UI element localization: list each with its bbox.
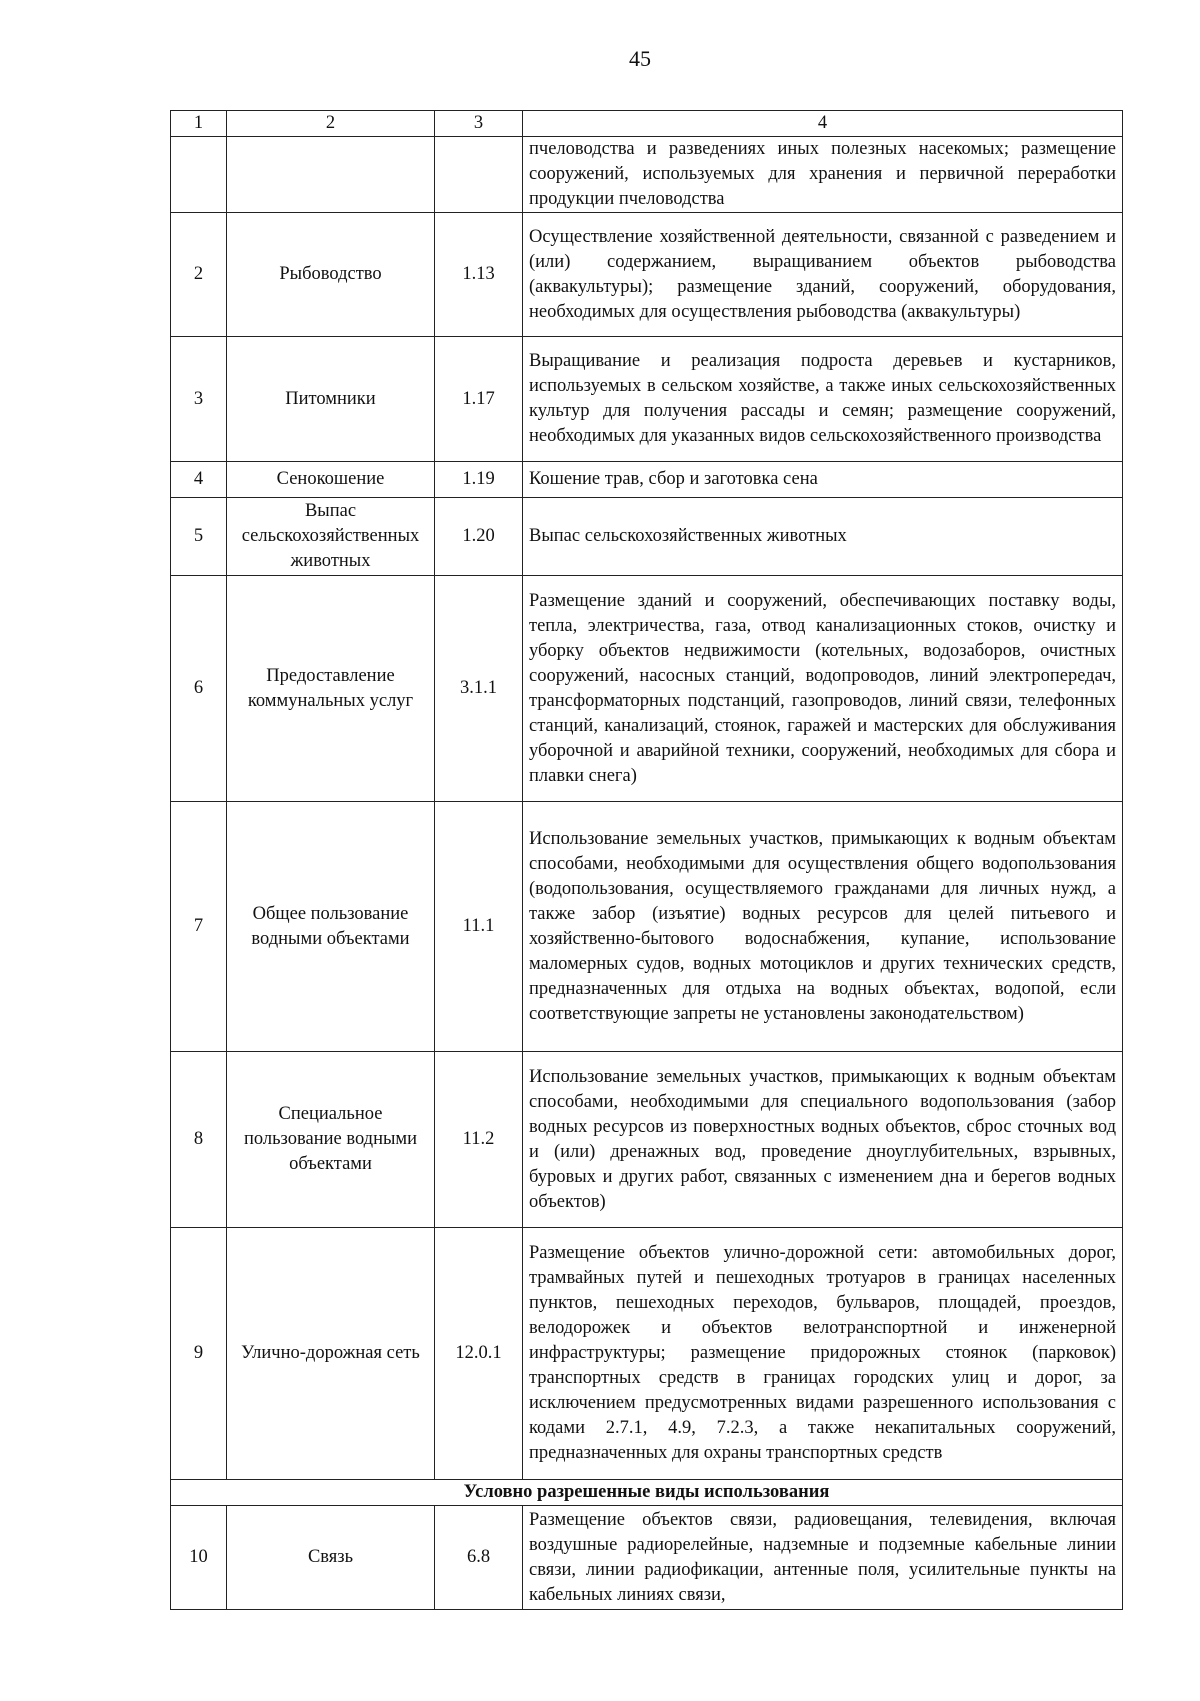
- row-number: 9: [171, 1228, 227, 1480]
- table-row: [171, 1228, 1123, 1480]
- table-row: [171, 1052, 1123, 1228]
- header-col-4: 4: [523, 111, 1123, 137]
- use-type-code: 1.13: [435, 213, 523, 337]
- row-number: 5: [171, 498, 227, 576]
- use-type-code: [435, 137, 523, 213]
- use-type-code: 6.8: [435, 1506, 523, 1610]
- row-number: 2: [171, 213, 227, 337]
- row-number: 8: [171, 1052, 227, 1228]
- section-title: Условно разрешенные виды использования: [171, 1480, 1123, 1506]
- header-col-1: 1: [171, 111, 227, 137]
- use-type-code: 3.1.1: [435, 576, 523, 802]
- row-number: [171, 137, 227, 213]
- table-row: [171, 337, 1123, 462]
- use-type-code: 11.2: [435, 1052, 523, 1228]
- use-type-name: Специальное пользование водными объектами: [227, 1052, 435, 1228]
- table-row: [171, 802, 1123, 1052]
- row-number: 10: [171, 1506, 227, 1610]
- land-use-table: [170, 110, 1123, 1610]
- table-row: [171, 1506, 1123, 1610]
- use-type-code: 1.19: [435, 462, 523, 498]
- row-number: 3: [171, 337, 227, 462]
- use-type-name: Рыбоводство: [227, 213, 435, 337]
- table-row: [171, 462, 1123, 498]
- use-type-name: Улично-дорожная сеть: [227, 1228, 435, 1480]
- use-type-description: Выпас сельскохозяйственных животных: [523, 498, 1123, 576]
- row-number: 4: [171, 462, 227, 498]
- use-type-description: Использование земельных участков, примыкающих к водным объектам способами, необходимыми для осуществления общего водопользования (водопользования, осуществляемого гражданами для личных нужд, а также забор (изъятие) водных ресурсов для целей питьевого и хозяйственно-бытового водоснабжения, купание, использование маломерных судов, водных мотоциклов и других технических средств, предназначенных для отдыха на водных объектах, водопой, если соответствующие запреты не установлены законодательством): [523, 802, 1123, 1052]
- header-col-2: 2: [227, 111, 435, 137]
- table-row: [171, 576, 1123, 802]
- use-type-description: Кошение трав, сбор и заготовка сена: [523, 462, 1123, 498]
- table-header-row: [171, 111, 1123, 137]
- table-row: [171, 498, 1123, 576]
- use-type-description: Размещение зданий и сооружений, обеспечивающих поставку воды, тепла, электричества, газа, отвод канализационных стоков, очистку и уборку объектов недвижимости (котельных, водозаборов, очистных сооружений, насосных станций, водопроводов, линий электропередач, трансформаторных подстанций, газопроводов, линий связи, телефонных станций, канализаций, стоянок, гаражей и мастерских для обслуживания уборочной и аварийной техники, сооружений, необходимых для сбора и плавки снега): [523, 576, 1123, 802]
- use-type-name: Сенокошение: [227, 462, 435, 498]
- header-col-3: 3: [435, 111, 523, 137]
- use-type-name: Выпас сельскохозяйственных животных: [227, 498, 435, 576]
- row-number: 7: [171, 802, 227, 1052]
- use-type-name: [227, 137, 435, 213]
- use-type-description: Выращивание и реализация подроста деревьев и кустарников, используемых в сельском хозяйстве, а также иных сельскохозяйственных культур для получения рассады и семян; размещение сооружений, необходимых для указанных видов сельскохозяйственного производства: [523, 337, 1123, 462]
- table-row: [171, 213, 1123, 337]
- use-type-description: Размещение объектов связи, радиовещания, телевидения, включая воздушные радиорелейные, надземные и подземные кабельные линии связи, линии радиофикации, антенные поля, усилительные пункты на кабельных линиях связи,: [523, 1506, 1123, 1610]
- use-type-name: Общее пользование водными объектами: [227, 802, 435, 1052]
- use-type-description: Размещение объектов улично-дорожной сети: автомобильных дорог, трамвайных путей и пешеходных тротуаров в границах населенных пунктов, пешеходных переходов, бульваров, площадей, проездов, велодорожек и объектов велотранспортной и инженерной инфраструктуры; размещение придорожных стоянок (парковок) транспортных средств в границах городских улиц и дорог, за исключением предусмотренных видами разрешенного использования с кодами 2.7.1, 4.9, 7.2.3, а также некапитальных сооружений, предназначенных для охраны транспортных средств: [523, 1228, 1123, 1480]
- table-row: [171, 137, 1123, 213]
- use-type-name: Связь: [227, 1506, 435, 1610]
- use-type-code: 12.0.1: [435, 1228, 523, 1480]
- section-header-row: [171, 1480, 1123, 1506]
- use-type-description: Использование земельных участков, примыкающих к водным объектам способами, необходимыми для специального водопользования (забор водных ресурсов из поверхностных водных объектов, сброс сточных вод и (или) дренажных вод, проведение дноуглубительных, взрывных, буровых и других работ, связанных с изменением дна и берегов водных объектов): [523, 1052, 1123, 1228]
- use-type-description: Осуществление хозяйственной деятельности, связанной с разведением и (или) содержанием, выращиванием объектов рыбоводства (аквакультуры); размещение зданий, сооружений, оборудования, необходимых для осуществления рыбоводства (аквакультуры): [523, 213, 1123, 337]
- page-number: 45: [629, 46, 651, 71]
- use-type-name: Предоставление коммунальных услуг: [227, 576, 435, 802]
- use-type-code: 11.1: [435, 802, 523, 1052]
- use-type-code: 1.17: [435, 337, 523, 462]
- row-number: 6: [171, 576, 227, 802]
- use-type-description: пчеловодства и разведениях иных полезных насекомых; размещение сооружений, используемых для хранения и первичной переработки продукции пчеловодства: [523, 137, 1123, 213]
- use-type-code: 1.20: [435, 498, 523, 576]
- use-type-name: Питомники: [227, 337, 435, 462]
